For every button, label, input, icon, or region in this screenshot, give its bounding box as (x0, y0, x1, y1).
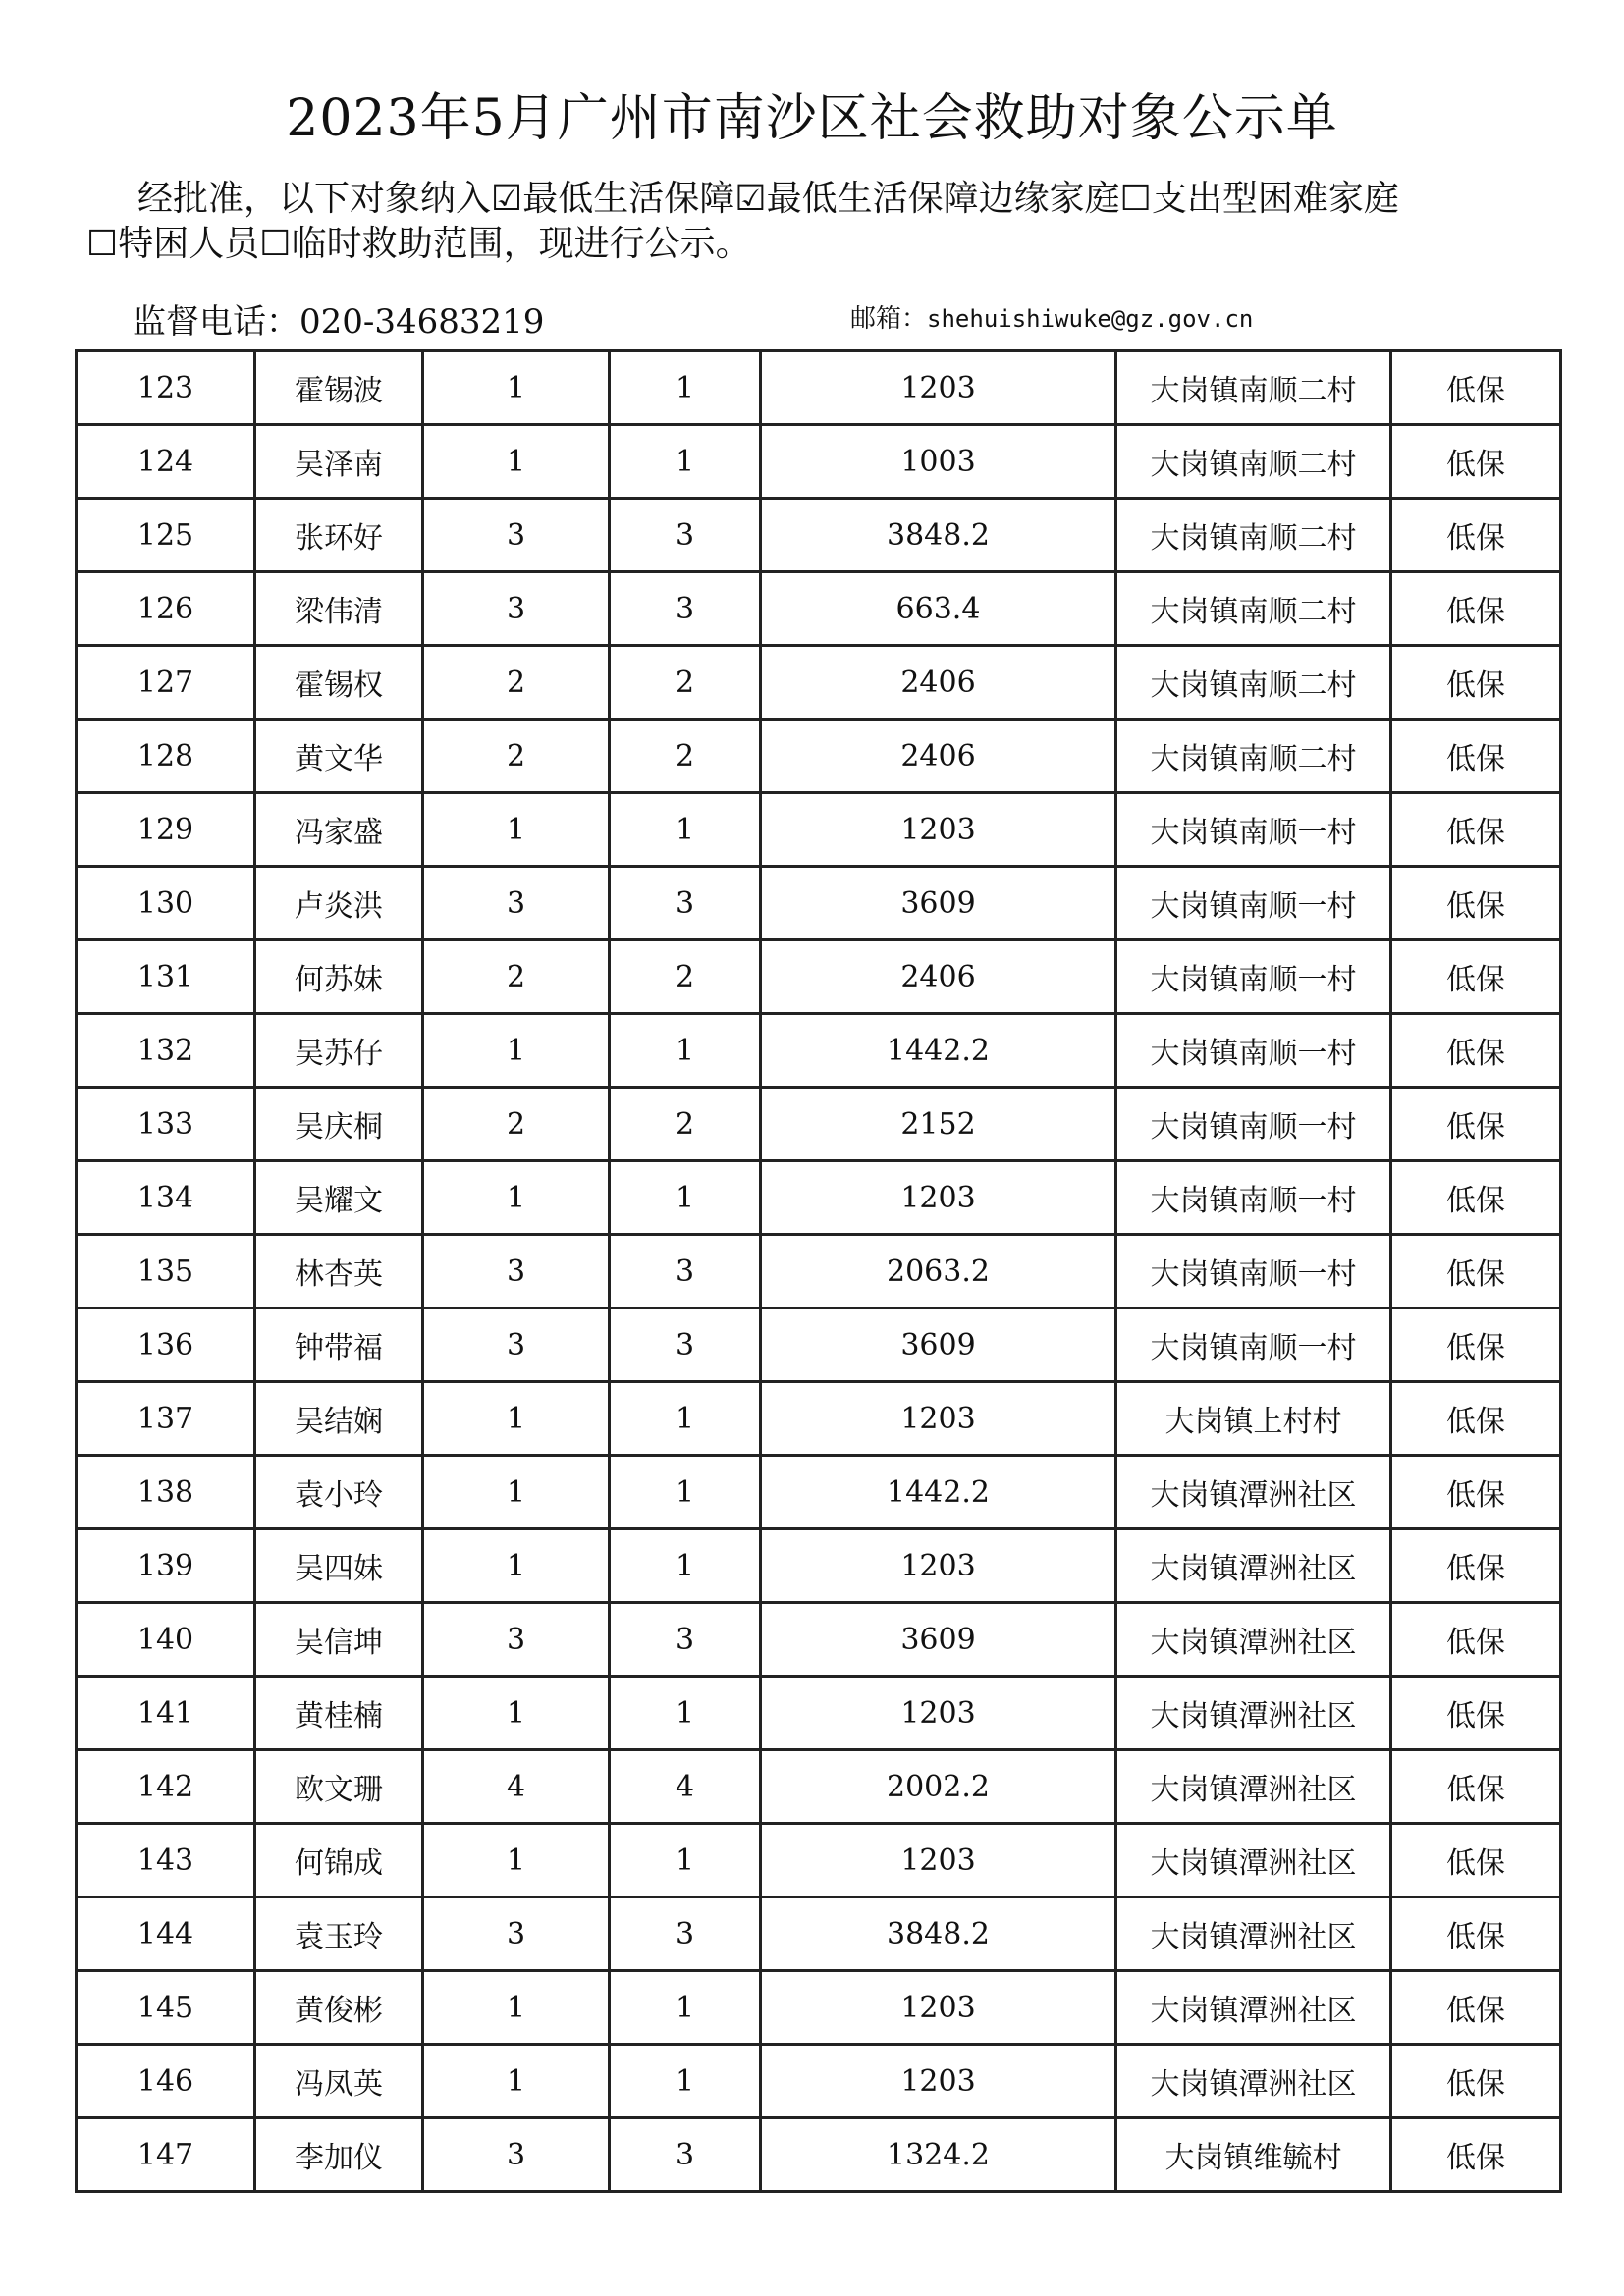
address-cell: 大岗镇南顺一村 (1116, 1308, 1391, 1382)
table-row (77, 351, 1561, 425)
household-size-cell: 1 (423, 1161, 610, 1235)
seq-cell: 126 (77, 572, 255, 646)
household-size-cell: 1 (423, 351, 610, 425)
address-cell: 大岗镇维毓村 (1116, 2118, 1391, 2192)
aid-persons-cell: 1 (610, 351, 761, 425)
email-label: 邮箱： (850, 304, 928, 334)
name-cell: 吴庆桐 (255, 1088, 423, 1161)
table-row (77, 1824, 1561, 1897)
table-row (77, 1235, 1561, 1308)
household-size-cell: 3 (423, 499, 610, 572)
address-cell: 大岗镇南顺一村 (1116, 1088, 1391, 1161)
household-size-cell: 3 (423, 867, 610, 940)
address-cell: 大岗镇南顺一村 (1116, 793, 1391, 867)
name-cell: 吴四妹 (255, 1529, 423, 1603)
aid-persons-cell: 1 (610, 1382, 761, 1456)
table-row (77, 1529, 1561, 1603)
amount-cell: 1324.2 (761, 2118, 1116, 2192)
address-cell: 大岗镇潭洲社区 (1116, 1897, 1391, 1971)
name-cell: 吴苏仔 (255, 1014, 423, 1088)
household-size-cell: 1 (423, 1529, 610, 1603)
name-cell: 梁伟清 (255, 572, 423, 646)
household-size-cell: 3 (423, 1235, 610, 1308)
email-address: shehuishiwuke@gz.gov.cn (927, 305, 1254, 333)
intro-line-2 (86, 218, 751, 271)
aid-persons-cell: 3 (610, 1897, 761, 1971)
table-row (77, 1677, 1561, 1750)
household-size-cell: 2 (423, 1088, 610, 1161)
seq-cell: 129 (77, 793, 255, 867)
scope-label-4: 特困人员 (118, 224, 260, 264)
table-row (77, 1456, 1561, 1529)
amount-cell: 1203 (761, 1529, 1116, 1603)
amount-cell: 1203 (761, 793, 1116, 867)
aid-persons-cell: 1 (610, 1456, 761, 1529)
name-cell: 林杏英 (255, 1235, 423, 1308)
household-size-cell: 3 (423, 572, 610, 646)
seq-cell: 138 (77, 1456, 255, 1529)
household-size-cell: 3 (423, 1897, 610, 1971)
aid-persons-cell: 1 (610, 1824, 761, 1897)
seq-cell: 137 (77, 1382, 255, 1456)
aid-persons-cell: 2 (610, 940, 761, 1014)
table-body (77, 351, 1561, 2192)
category-cell: 低保 (1391, 2118, 1561, 2192)
category-cell: 低保 (1391, 720, 1561, 793)
aid-persons-cell: 3 (610, 499, 761, 572)
checkbox-2: ☑ (734, 179, 767, 219)
address-cell: 大岗镇潭洲社区 (1116, 1750, 1391, 1824)
address-cell: 大岗镇南顺二村 (1116, 499, 1391, 572)
seq-cell: 133 (77, 1088, 255, 1161)
aid-persons-cell: 1 (610, 425, 761, 499)
address-cell: 大岗镇南顺一村 (1116, 940, 1391, 1014)
aid-persons-cell: 3 (610, 1308, 761, 1382)
category-cell: 低保 (1391, 1456, 1561, 1529)
category-cell: 低保 (1391, 2045, 1561, 2118)
amount-cell: 1203 (761, 351, 1116, 425)
table-row (77, 2045, 1561, 2118)
category-cell: 低保 (1391, 1603, 1561, 1677)
name-cell: 钟带福 (255, 1308, 423, 1382)
table-row (77, 2118, 1561, 2192)
checkbox-5: ☐ (259, 224, 292, 264)
name-cell: 袁小玲 (255, 1456, 423, 1529)
amount-cell: 3848.2 (761, 499, 1116, 572)
household-size-cell: 1 (423, 1971, 610, 2045)
household-size-cell: 3 (423, 1603, 610, 1677)
household-size-cell: 1 (423, 425, 610, 499)
address-cell: 大岗镇上村村 (1116, 1382, 1391, 1456)
address-cell: 大岗镇南顺一村 (1116, 867, 1391, 940)
seq-cell: 145 (77, 1971, 255, 2045)
aid-persons-cell: 1 (610, 2045, 761, 2118)
seq-cell: 134 (77, 1161, 255, 1235)
amount-cell: 1203 (761, 1382, 1116, 1456)
category-cell: 低保 (1391, 572, 1561, 646)
category-cell: 低保 (1391, 1308, 1561, 1382)
aid-persons-cell: 1 (610, 793, 761, 867)
category-cell: 低保 (1391, 867, 1561, 940)
table-row (77, 499, 1561, 572)
seq-cell: 123 (77, 351, 255, 425)
seq-cell: 144 (77, 1897, 255, 1971)
table-row (77, 1161, 1561, 1235)
name-cell: 何锦成 (255, 1824, 423, 1897)
address-cell: 大岗镇潭洲社区 (1116, 1456, 1391, 1529)
page-title: 2023年5月广州市南沙区社会救助对象公示单 (286, 89, 1338, 148)
table-row (77, 646, 1561, 720)
checkbox-1: ☑ (491, 179, 523, 219)
address-cell: 大岗镇南顺一村 (1116, 1235, 1391, 1308)
address-cell: 大岗镇南顺一村 (1116, 1014, 1391, 1088)
amount-cell: 2063.2 (761, 1235, 1116, 1308)
aid-persons-cell: 3 (610, 1603, 761, 1677)
household-size-cell: 1 (423, 1382, 610, 1456)
category-cell: 低保 (1391, 1161, 1561, 1235)
household-size-cell: 1 (423, 1677, 610, 1750)
category-cell: 低保 (1391, 1235, 1561, 1308)
amount-cell: 3609 (761, 867, 1116, 940)
category-cell: 低保 (1391, 1824, 1561, 1897)
address-cell: 大岗镇南顺二村 (1116, 351, 1391, 425)
seq-cell: 125 (77, 499, 255, 572)
seq-cell: 128 (77, 720, 255, 793)
seq-cell: 147 (77, 2118, 255, 2192)
table-row (77, 793, 1561, 867)
household-size-cell: 1 (423, 2045, 610, 2118)
amount-cell: 1442.2 (761, 1456, 1116, 1529)
category-cell: 低保 (1391, 1014, 1561, 1088)
amount-cell: 1203 (761, 1677, 1116, 1750)
table-row (77, 425, 1561, 499)
name-cell: 冯凤英 (255, 2045, 423, 2118)
checkbox-4: ☐ (86, 224, 119, 264)
table-row (77, 720, 1561, 793)
name-cell: 黄桂楠 (255, 1677, 423, 1750)
category-cell: 低保 (1391, 940, 1561, 1014)
name-cell: 冯家盛 (255, 793, 423, 867)
seq-cell: 130 (77, 867, 255, 940)
intro-prefix: 经批准，以下对象纳入 (137, 179, 492, 219)
table-row (77, 1088, 1561, 1161)
email-line (850, 298, 1253, 335)
amount-cell: 1442.2 (761, 1014, 1116, 1088)
name-cell: 张环好 (255, 499, 423, 572)
address-cell: 大岗镇南顺一村 (1116, 1161, 1391, 1235)
household-size-cell: 2 (423, 720, 610, 793)
name-cell: 霍锡波 (255, 351, 423, 425)
table-row (77, 1308, 1561, 1382)
seq-cell: 131 (77, 940, 255, 1014)
household-size-cell: 4 (423, 1750, 610, 1824)
category-cell: 低保 (1391, 793, 1561, 867)
table-row (77, 1971, 1561, 2045)
category-cell: 低保 (1391, 1382, 1561, 1456)
name-cell: 吴信坤 (255, 1603, 423, 1677)
aid-persons-cell: 1 (610, 1161, 761, 1235)
seq-cell: 135 (77, 1235, 255, 1308)
seq-cell: 141 (77, 1677, 255, 1750)
amount-cell: 3609 (761, 1603, 1116, 1677)
table-row (77, 867, 1561, 940)
name-cell: 霍锡权 (255, 646, 423, 720)
name-cell: 何苏妹 (255, 940, 423, 1014)
household-size-cell: 3 (423, 2118, 610, 2192)
amount-cell: 2406 (761, 646, 1116, 720)
scope-label-3: 支出型困难家庭 (1151, 179, 1399, 219)
checkbox-3: ☐ (1119, 179, 1152, 219)
table-row (77, 1750, 1561, 1824)
seq-cell: 136 (77, 1308, 255, 1382)
category-cell: 低保 (1391, 1971, 1561, 2045)
household-size-cell: 2 (423, 646, 610, 720)
amount-cell: 2406 (761, 720, 1116, 793)
amount-cell: 1203 (761, 1824, 1116, 1897)
table-row (77, 1897, 1561, 1971)
category-cell: 低保 (1391, 1897, 1561, 1971)
address-cell: 大岗镇潭洲社区 (1116, 1603, 1391, 1677)
amount-cell: 1203 (761, 2045, 1116, 2118)
amount-cell: 3609 (761, 1308, 1116, 1382)
address-cell: 大岗镇南顺二村 (1116, 425, 1391, 499)
table-row (77, 1603, 1561, 1677)
seq-cell: 127 (77, 646, 255, 720)
table-row (77, 1014, 1561, 1088)
aid-persons-cell: 1 (610, 1014, 761, 1088)
table-row (77, 940, 1561, 1014)
address-cell: 大岗镇潭洲社区 (1116, 1971, 1391, 2045)
table-row (77, 572, 1561, 646)
address-cell: 大岗镇潭洲社区 (1116, 1677, 1391, 1750)
address-cell: 大岗镇南顺二村 (1116, 646, 1391, 720)
seq-cell: 139 (77, 1529, 255, 1603)
aid-persons-cell: 2 (610, 1088, 761, 1161)
amount-cell: 1003 (761, 425, 1116, 499)
amount-cell: 2406 (761, 940, 1116, 1014)
category-cell: 低保 (1391, 1750, 1561, 1824)
category-cell: 低保 (1391, 425, 1561, 499)
seq-cell: 124 (77, 425, 255, 499)
aid-persons-cell: 1 (610, 1971, 761, 2045)
aid-persons-cell: 2 (610, 720, 761, 793)
aid-persons-cell: 1 (610, 1529, 761, 1603)
amount-cell: 663.4 (761, 572, 1116, 646)
address-cell: 大岗镇南顺二村 (1116, 720, 1391, 793)
aid-persons-cell: 3 (610, 867, 761, 940)
category-cell: 低保 (1391, 646, 1561, 720)
address-cell: 大岗镇南顺二村 (1116, 572, 1391, 646)
seq-cell: 146 (77, 2045, 255, 2118)
scope-label-1: 最低生活保障 (522, 179, 735, 219)
name-cell: 吴结娴 (255, 1382, 423, 1456)
amount-cell: 1203 (761, 1971, 1116, 2045)
seq-cell: 140 (77, 1603, 255, 1677)
household-size-cell: 1 (423, 793, 610, 867)
table-row (77, 1382, 1561, 1456)
seq-cell: 142 (77, 1750, 255, 1824)
name-cell: 欧文珊 (255, 1750, 423, 1824)
name-cell: 吴耀文 (255, 1161, 423, 1235)
category-cell: 低保 (1391, 499, 1561, 572)
amount-cell: 3848.2 (761, 1897, 1116, 1971)
seq-cell: 143 (77, 1824, 255, 1897)
seq-cell: 132 (77, 1014, 255, 1088)
name-cell: 李加仪 (255, 2118, 423, 2192)
household-size-cell: 1 (423, 1014, 610, 1088)
address-cell: 大岗镇潭洲社区 (1116, 1824, 1391, 1897)
name-cell: 吴泽南 (255, 425, 423, 499)
amount-cell: 2152 (761, 1088, 1116, 1161)
household-size-cell: 1 (423, 1456, 610, 1529)
address-cell: 大岗镇潭洲社区 (1116, 1529, 1391, 1603)
scope-label-2: 最低生活保障边缘家庭 (766, 179, 1120, 219)
name-cell: 袁玉玲 (255, 1897, 423, 1971)
category-cell: 低保 (1391, 1677, 1561, 1750)
address-cell: 大岗镇潭洲社区 (1116, 2045, 1391, 2118)
name-cell: 卢炎洪 (255, 867, 423, 940)
scope-label-5: 临时救助范围，现进行公示。 (291, 224, 751, 264)
amount-cell: 2002.2 (761, 1750, 1116, 1824)
name-cell: 黄文华 (255, 720, 423, 793)
aid-persons-cell: 2 (610, 646, 761, 720)
aid-persons-cell: 4 (610, 1750, 761, 1824)
aid-persons-cell: 3 (610, 1235, 761, 1308)
amount-cell: 1203 (761, 1161, 1116, 1235)
category-cell: 低保 (1391, 351, 1561, 425)
aid-persons-cell: 3 (610, 2118, 761, 2192)
name-cell: 黄俊彬 (255, 1971, 423, 2045)
category-cell: 低保 (1391, 1529, 1561, 1603)
household-size-cell: 2 (423, 940, 610, 1014)
aid-persons-cell: 1 (610, 1677, 761, 1750)
category-cell: 低保 (1391, 1088, 1561, 1161)
aid-persons-cell: 3 (610, 572, 761, 646)
household-size-cell: 1 (423, 1824, 610, 1897)
household-size-cell: 3 (423, 1308, 610, 1382)
supervision-phone: 监督电话：020-34683219 (133, 302, 545, 342)
recipients-table (75, 349, 1562, 2193)
